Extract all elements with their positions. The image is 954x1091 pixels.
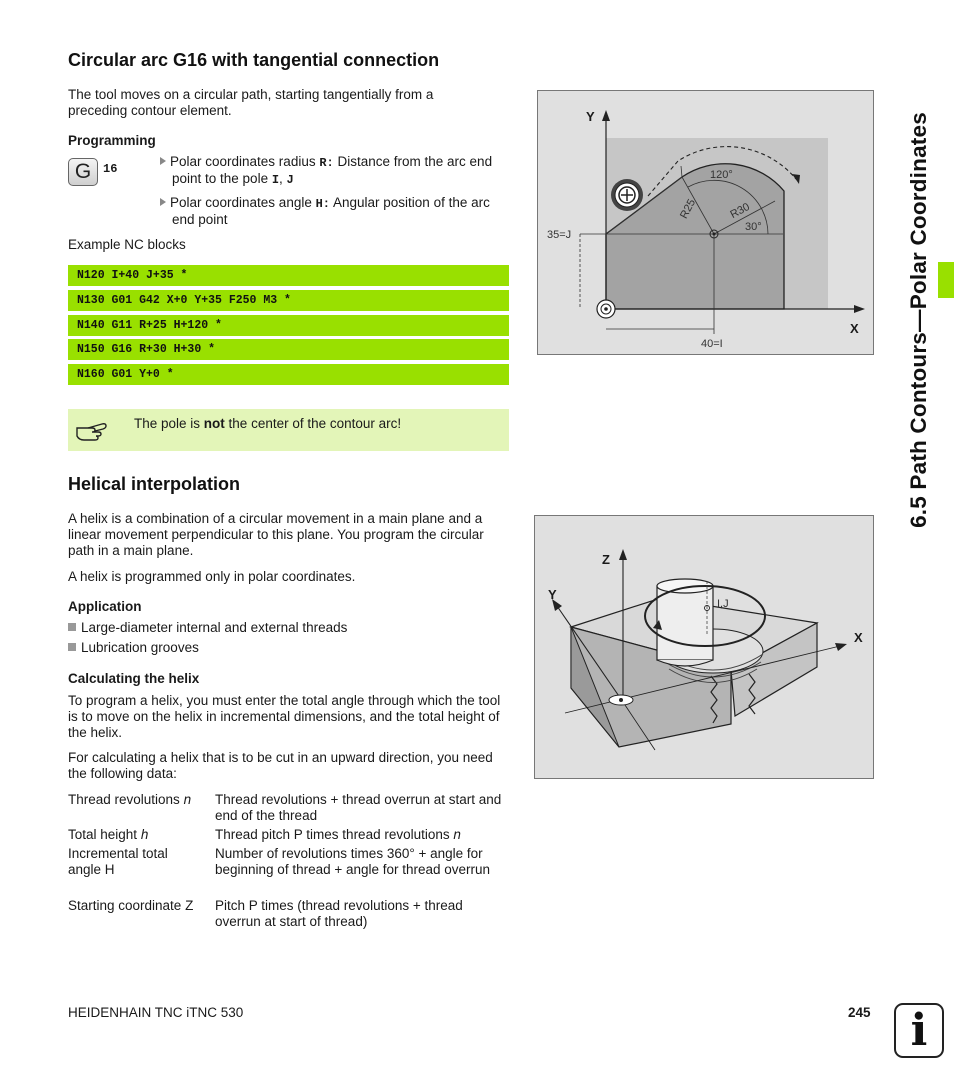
application-item: Large-diameter internal and external threads: [68, 620, 347, 636]
triangle-bullet-icon: [160, 157, 166, 165]
programming-heading: Programming: [68, 133, 156, 148]
page-number: 245: [848, 1005, 871, 1020]
table-term: Starting coordinate Z: [68, 898, 194, 913]
angle-30-label: 30°: [745, 221, 762, 233]
chapter-tab-marker: [938, 262, 954, 298]
g-function-number: 16: [103, 162, 118, 176]
section-heading-circular-arc: Circular arc G16 with tangential connection: [68, 50, 440, 70]
square-bullet-icon: [68, 643, 76, 651]
intro-paragraph: The tool moves on a circular path, starting tangentially from a preceding contour element.: [68, 87, 434, 118]
table-desc: Pitch P times (thread revolutions + thread overrun at start of thread): [215, 898, 463, 929]
figure-polar-arc: [537, 90, 874, 355]
square-bullet-icon: [68, 623, 76, 631]
x-axis-label: X: [850, 321, 859, 336]
g-key-icon: G: [68, 158, 98, 186]
pole-label: I,J: [717, 598, 729, 610]
y-axis-label: Y: [548, 587, 557, 602]
j-dimension-label: 35=J: [547, 229, 572, 241]
radius-30-label: R30: [728, 200, 752, 222]
table-term: Incremental total angle H: [68, 846, 168, 877]
pointing-hand-icon: [76, 419, 108, 441]
helix-diagram: [535, 516, 875, 780]
nc-block: N140 G11 R+25 H+120 *: [68, 315, 509, 336]
i-dimension-label: 40=I: [701, 338, 723, 350]
section-heading-helical: Helical interpolation: [68, 474, 241, 494]
example-label: Example NC blocks: [68, 237, 186, 252]
milling-cutter-icon: [611, 179, 643, 211]
calculating-heading: Calculating the helix: [68, 671, 200, 686]
table-desc: Number of revolutions times 360° + angle for beginning of thread + angle for thread overrun: [215, 846, 491, 877]
calc-paragraph-1: To program a helix, you must enter the total angle through which the tool is to move on the helix in incremental dimensions, and the total height of the helix.: [68, 693, 501, 740]
nc-block: N150 G16 R+30 H+30 *: [68, 339, 509, 360]
table-desc: Thread revolutions + thread overrun at start and end of the thread: [215, 792, 502, 823]
triangle-bullet-icon: [160, 198, 166, 206]
application-heading: Application: [68, 599, 142, 614]
nc-block: N130 G01 G42 X+0 Y+35 F250 M3 *: [68, 290, 509, 311]
table-desc: Thread pitch P times thread revolutions n: [215, 827, 461, 842]
application-item: Lubrication grooves: [68, 640, 199, 656]
angle-120-label: 120°: [710, 169, 733, 181]
info-icon: i: [894, 1003, 944, 1058]
figure-helix: [534, 515, 874, 779]
z-axis-label: Z: [602, 552, 610, 567]
note-box: [68, 409, 509, 451]
helix-paragraph: A helix is a combination of a circular movement in a main plane and a linear movement perpendicular to this plane. You program the circular path in a main plane.: [68, 511, 484, 558]
table-term: Thread revolutions n: [68, 792, 192, 807]
polar-only-paragraph: A helix is programmed only in polar coordinates.: [68, 569, 356, 584]
bullet-angle: Polar coordinates angle H: Angular position of the arc end point: [160, 195, 512, 228]
y-axis-label: Y: [586, 109, 595, 124]
note-text: The pole is not the center of the contour arc!: [134, 416, 402, 431]
radius-25-label: R25: [678, 197, 699, 221]
chapter-sidebar-title: 6.5 Path Contours—Polar Coordinates: [906, 112, 931, 528]
x-axis-label: X: [854, 630, 863, 645]
nc-block: N160 G01 Y+0 *: [68, 364, 509, 385]
bullet-radius: Polar coordinates radius R: Distance from the arc end point to the pole I, J: [160, 154, 512, 188]
table-term: Total height h: [68, 827, 149, 842]
footer-product-name: HEIDENHAIN TNC iTNC 530: [68, 1005, 244, 1020]
arc-diagram: [538, 91, 875, 356]
nc-block: N120 I+40 J+35 *: [68, 265, 509, 286]
calc-paragraph-2: For calculating a helix that is to be cut in an upward direction, you need the following data:: [68, 750, 493, 781]
